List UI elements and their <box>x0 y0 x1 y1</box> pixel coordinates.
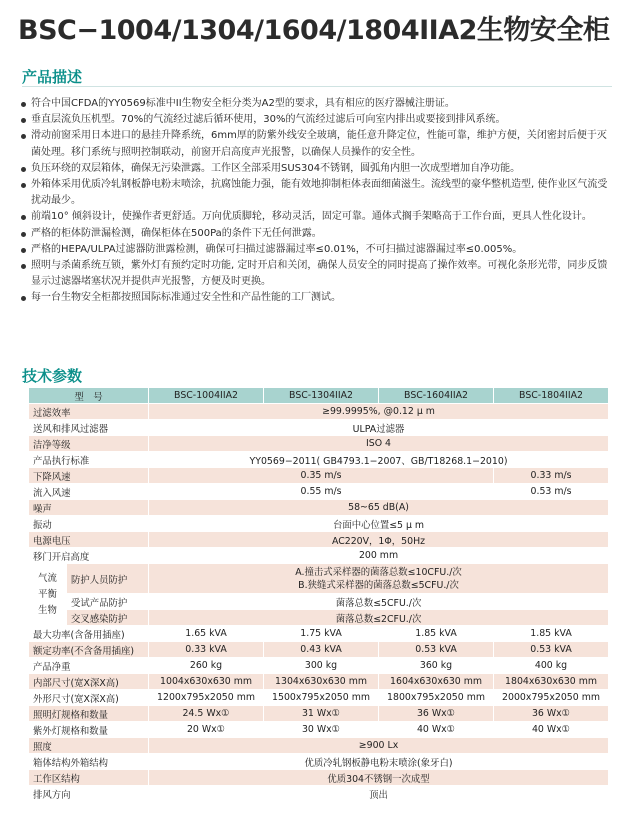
row-value: 40 Wx① <box>494 722 609 738</box>
row-label: 振动 <box>29 516 149 532</box>
row-label: 工作区结构 <box>29 770 149 786</box>
row-value: 40 Wx① <box>379 722 494 738</box>
table-row <box>29 532 609 548</box>
personnel-protection-line: B.狭缝式采样器的菌落总数≤5CFU./次 <box>298 579 459 591</box>
row-label: 排风方向 <box>29 786 149 802</box>
row-value: 0.55 m/s <box>149 484 494 500</box>
table-row <box>29 610 609 626</box>
row-value: 300 kg <box>264 658 379 674</box>
table-row <box>29 626 609 642</box>
table-row <box>29 658 609 674</box>
row-value: 200 mm <box>149 548 609 564</box>
row-value: 优质304不锈钢一次成型 <box>149 770 609 786</box>
row-value: 1304x630x630 mm <box>264 674 379 690</box>
row-label: 流入风速 <box>29 484 149 500</box>
biosafety-group-label: 气流平衡生物 <box>29 564 67 626</box>
row-label: 噪声 <box>29 500 149 516</box>
feature-item: 外箱体采用优质冷轧钢板静电粉末喷涂，抗腐蚀能力强，能有效地抑制柜体表面细菌滋生。流线型的豪华整机造型, 使作业区气流受扰动最少。 <box>20 177 610 209</box>
section-divider <box>22 86 612 87</box>
feature-item: 垂直层流负压机型。70%的气流经过滤后循环使用，30%的气流经过滤后可向室内排出或要接到排风系统。 <box>20 112 610 128</box>
row-value: 0.33 m/s <box>494 468 609 484</box>
row-value: 58~65 dB(A) <box>149 500 609 516</box>
feature-item: 严格的HEPA/ULPA过滤器防泄露检测，确保可扫描过滤器漏过率≤0.01%，不可扫描过滤器漏过率≤0.005%。 <box>20 242 610 258</box>
row-value: ISO 4 <box>149 436 609 452</box>
row-value: 36 Wx① <box>494 706 609 722</box>
row-value: 260 kg <box>149 658 264 674</box>
row-value: 1.85 kVA <box>494 626 609 642</box>
row-label: 受试产品防护 <box>67 594 149 610</box>
row-label: 洁净等级 <box>29 436 149 452</box>
row-label: 交叉感染防护 <box>67 610 149 626</box>
row-value: YY0569−2011( GB4793.1−2007、GB/T18268.1−2010) <box>149 452 609 468</box>
row-value: 1604x630x630 mm <box>379 674 494 690</box>
feature-list <box>20 96 610 307</box>
table-row <box>29 452 609 468</box>
row-value: 20 Wx① <box>149 722 264 738</box>
table-row <box>29 548 609 564</box>
feature-item: 严格的柜体防泄漏检测，确保柜体在500Pa的条件下无任何泄露。 <box>20 226 610 242</box>
table-row <box>29 484 609 500</box>
row-value: 0.33 kVA <box>149 642 264 658</box>
row-value: 1.85 kVA <box>379 626 494 642</box>
row-value: 1.65 kVA <box>149 626 264 642</box>
row-label: 照明灯规格和数量 <box>29 706 149 722</box>
row-label: 移门开启高度 <box>29 548 149 564</box>
row-value: 优质冷轧钢板静电粉末喷涂(象牙白) <box>149 754 609 770</box>
row-value: 0.53 m/s <box>494 484 609 500</box>
section-heading-specs: 技术参数 <box>22 367 83 385</box>
table-row <box>29 674 609 690</box>
row-label: 紫外灯规格和数量 <box>29 722 149 738</box>
row-label: 防护人员防护 <box>67 564 149 594</box>
row-label: 电源电压 <box>29 532 149 548</box>
table-row <box>29 770 609 786</box>
page-title: BSC−1004/1304/1604/1804IIA2生物安全柜 <box>18 15 610 46</box>
row-value: 1800x795x2050 mm <box>379 690 494 706</box>
row-value: ≥99.9995%, @0.12 μ m <box>149 404 609 420</box>
row-value: ≥900 Lx <box>149 738 609 754</box>
row-label: 外形尺寸(宽X深X高) <box>29 690 149 706</box>
table-row <box>29 404 609 420</box>
row-value: 1500x795x2050 mm <box>264 690 379 706</box>
column-header-model-1804: BSC-1804IIA2 <box>494 388 609 404</box>
row-label: 箱体结构外箱结构 <box>29 754 149 770</box>
personnel-protection-line: A.撞击式采样器的菌落总数≤10CFU./次 <box>295 566 462 578</box>
table-row <box>29 786 609 802</box>
row-value: 菌落总数≤5CFU./次 <box>149 594 609 610</box>
table-row <box>29 500 609 516</box>
row-label: 内部尺寸(宽X深X高) <box>29 674 149 690</box>
feature-item: 前端10° 倾斜设计，使操作者更舒适。万向优质脚轮，移动灵活，固定可靠。通体式搁手架略高于工作台面，更具人性化设计。 <box>20 209 610 225</box>
row-value: 1004x630x630 mm <box>149 674 264 690</box>
table-row <box>29 738 609 754</box>
row-label: 产品净重 <box>29 658 149 674</box>
row-value: 24.5 Wx① <box>149 706 264 722</box>
row-label: 产品执行标准 <box>29 452 149 468</box>
feature-item: 每一台生物安全柜都按照国际标准通过安全性和产品性能的工厂测试。 <box>20 290 610 306</box>
feature-item: 照明与杀菌系统互锁，紫外灯有预约定时功能, 定时开启和关闭，确保人员安全的同时提高了操作效率。可视化条形光带，同步反馈显示过滤器堵塞状况并提供声光报警，方便及时更换。 <box>20 258 610 290</box>
row-value: 360 kg <box>379 658 494 674</box>
row-value: 2000x795x2050 mm <box>494 690 609 706</box>
row-label: 照度 <box>29 738 149 754</box>
row-value: 400 kg <box>494 658 609 674</box>
row-value: 0.53 kVA <box>379 642 494 658</box>
row-value: 0.53 kVA <box>494 642 609 658</box>
table-row <box>29 516 609 532</box>
feature-item: 负压环绕的双层箱体，确保无污染泄露。工作区全部采用SUS304不锈钢，圆弧角内胆一次成型增加自净功能。 <box>20 161 610 177</box>
row-value: 菌落总数≤2CFU./次 <box>149 610 609 626</box>
table-header-row <box>29 388 609 404</box>
row-label: 过滤效率 <box>29 404 149 420</box>
feature-item: 滑动前窗采用日本进口的悬挂升降系统，6mm厚的防紫外线安全玻璃，能任意升降定位，性能可靠，维护方便，关闭密封后便于灭菌处理。移门系统与照明控制联动，前窗开启高度声光报警，以确保人员操作的安全性。 <box>20 128 610 160</box>
row-value: AC220V，1Φ，50Hz <box>149 532 609 548</box>
table-row <box>29 420 609 436</box>
row-value: 台面中心位置≤5 μ m <box>149 516 609 532</box>
row-value: 1.75 kVA <box>264 626 379 642</box>
row-value: 1804x630x630 mm <box>494 674 609 690</box>
table-row <box>29 594 609 610</box>
row-value: 1200x795x2050 mm <box>149 690 264 706</box>
row-value: 顶出 <box>149 786 609 802</box>
row-label: 最大功率(含备用插座) <box>29 626 149 642</box>
row-value: 0.43 kVA <box>264 642 379 658</box>
table-row <box>29 642 609 658</box>
table-row <box>29 690 609 706</box>
row-label: 送风和排风过滤器 <box>29 420 149 436</box>
table-row <box>29 706 609 722</box>
feature-item: 符合中国CFDA的YY0569标准中II生物安全柜分类为A2型的要求，具有相应的医疗器械注册证。 <box>20 96 610 112</box>
row-label: 额定功率(不含备用插座) <box>29 642 149 658</box>
row-label: 下降风速 <box>29 468 149 484</box>
row-value: 31 Wx① <box>264 706 379 722</box>
row-value: ULPA过滤器 <box>149 420 609 436</box>
table-row <box>29 754 609 770</box>
table-row <box>29 436 609 452</box>
row-value <box>149 564 609 594</box>
column-header-model-1604: BSC-1604IIA2 <box>379 388 494 404</box>
row-value: 36 Wx① <box>379 706 494 722</box>
table-row <box>29 564 609 594</box>
row-value: 30 Wx① <box>264 722 379 738</box>
column-header-model-1004: BSC-1004IIA2 <box>149 388 264 404</box>
table-row <box>29 722 609 738</box>
spec-table <box>28 387 609 802</box>
table-row <box>29 468 609 484</box>
section-heading-description: 产品描述 <box>22 68 83 86</box>
row-value: 0.35 m/s <box>149 468 494 484</box>
column-header-model: 型 号 <box>29 388 149 404</box>
column-header-model-1304: BSC-1304IIA2 <box>264 388 379 404</box>
